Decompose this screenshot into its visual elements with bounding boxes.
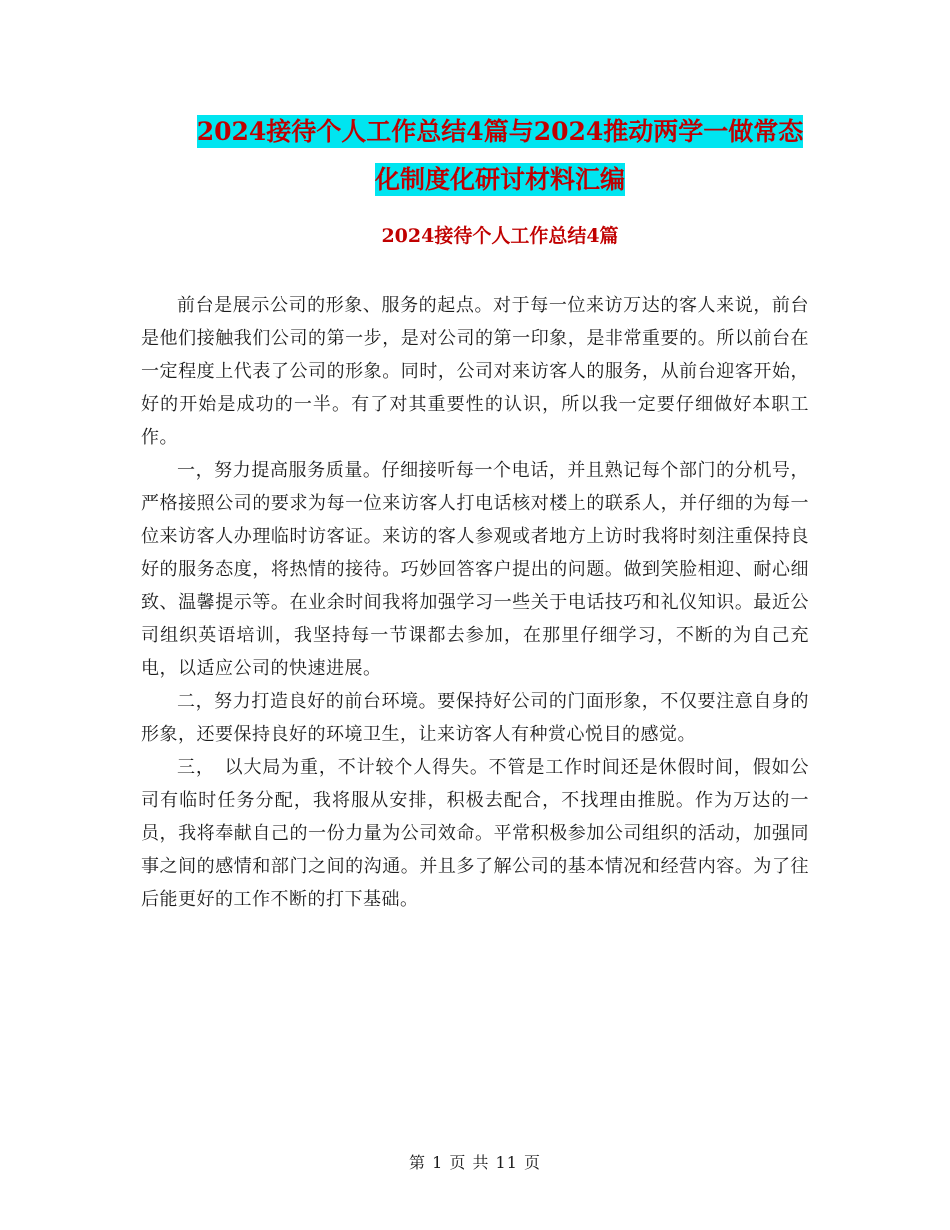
title-line-1: 2024接待个人工作总结4篇与2024推动两学一做常态 [196, 117, 804, 146]
section-title: 2024接待个人工作总结4篇 [381, 225, 619, 247]
paragraph-point-3: 三， 以大局为重，不计较个人得失。不管是工作时间还是休假时间，假如公司有临时任务分配，我将服从安排，积极去配合，不找理由推脱。作为万达的一员，我将奉献自己的一份力量为公司效命。平常积极参加公司组织的活动，加强同事之间的感情和部门之间的沟通。并且多了解公司的基本情况和经营内容。为了往后能更好的工作不断的打下基础。 [141, 757, 809, 910]
document-title [140, 108, 860, 204]
paragraph-point-2: 二，努力打造良好的前台环境。要保持好公司的门面形象，不仅要注意自身的形象，还要保持良好的环境卫生，让来访客人有种赏心悦目的感觉。 [141, 691, 809, 745]
body-text [141, 289, 809, 916]
title-line-2: 化制度化研讨材料汇编 [374, 165, 625, 194]
page-number-footer: 第 1 页 共 11 页 [409, 1153, 541, 1172]
paragraph-intro: 前台是展示公司的形象、服务的起点。对于每一位来访万达的客人来说，前台是他们接触我们公司的第一步，是对公司的第一印象，是非常重要的。所以前台在一定程度上代表了公司的形象。同时，公司对来访客人的服务，从前台迎客开始，好的开始是成功的一半。有了对其重要性的认识，所以我一定要仔细做好本职工作。 [141, 295, 809, 448]
paragraph-point-1: 一，努力提高服务质量。仔细接听每一个电话，并且熟记每个部门的分机号，严格接照公司的要求为每一位来访客人打电话核对楼上的联系人，并仔细的为每一位来访客人办理临时访客证。来访的客人参观或者地方上访时我将时刻注重保持良好的服务态度，将热情的接待。巧妙回答客户提出的问题。做到笑脸相迎、耐心细致、温馨提示等。在业余时间我将加强学习一些关于电话技巧和礼仪知识。最近公司组织英语培训，我坚持每一节课都去参加，在那里仔细学习，不断的为自己充电，以适应公司的快速进展。 [141, 460, 809, 679]
